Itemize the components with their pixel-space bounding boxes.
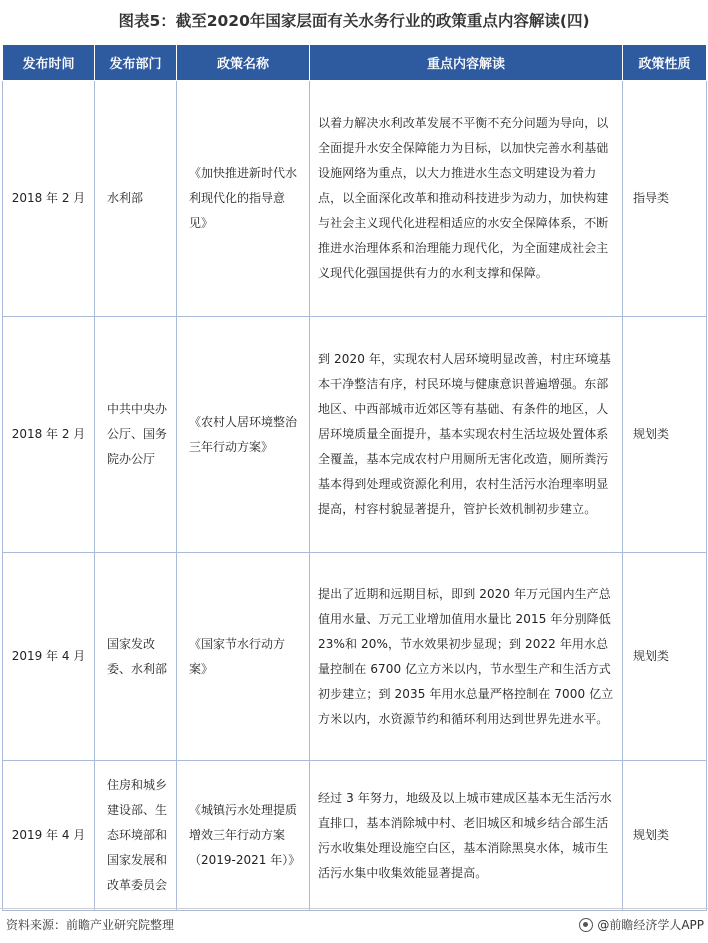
- brand-logo-icon: [579, 918, 593, 932]
- header-content: 重点内容解读: [310, 45, 623, 81]
- header-dept: 发布部门: [95, 45, 177, 81]
- footer: [0, 908, 708, 938]
- row-date: 2019 年 4 月: [3, 761, 95, 911]
- source-note: 资料来源：前瞻产业研究院整理: [6, 918, 175, 932]
- row-dept: 中共中央办公厅、国务院办公厅: [95, 317, 177, 553]
- table-row: [3, 553, 707, 761]
- row-type: 规划类: [623, 761, 707, 911]
- policy-table: [2, 44, 707, 911]
- row-type: 指导类: [623, 81, 707, 317]
- row-policy-name: 《城镇污水处理提质增效三年行动方案（2019-2021 年）》: [177, 761, 310, 911]
- table-row: [3, 761, 707, 911]
- brand-label: @前瞻经济学人APP: [597, 918, 704, 932]
- chart-title: 图表5：截至2020年国家层面有关水务行业的政策重点内容解读(四): [118, 12, 590, 30]
- row-dept: 水利部: [95, 81, 177, 317]
- header-date: 发布时间: [3, 45, 95, 81]
- row-policy-name: 《加快推进新时代水利现代化的指导意见》: [177, 81, 310, 317]
- row-content: 以着力解决水利改革发展不平衡不充分问题为导向，以全面提升水安全保障能力为目标，以加快完善水利基础设施网络为重点，以大力推进水生态文明建设为着力点，以全面深化改革和推动科技进步为动力，加快构建与社会主义现代化进程相适应的水安全保障体系，不断推进水治理体系和治理能力现代化，为全面建成社会主义现代化强国提供有力的水利支撑和保障。: [310, 81, 623, 317]
- row-type: 规划类: [623, 317, 707, 553]
- table-header-row: [3, 45, 707, 81]
- row-policy-name: 《国家节水行动方案》: [177, 553, 310, 761]
- header-type: 政策性质: [623, 45, 707, 81]
- row-content: 到 2020 年，实现农村人居环境明显改善，村庄环境基本干净整洁有序，村民环境与健康意识普遍增强。东部地区、中西部城市近郊区等有基础、有条件的地区，人居环境质量全面提升，基本实现农村生活垃圾处置体系全覆盖，基本完成农村户用厕所无害化改造，厕所粪污基本得到处理或资源化利用，农村生活污水治理率明显提高，村容村貌显著提升，管护长效机制初步建立。: [310, 317, 623, 553]
- row-type: 规划类: [623, 553, 707, 761]
- row-date: 2018 年 2 月: [3, 317, 95, 553]
- row-content: 提出了近期和远期目标，即到 2020 年万元国内生产总值用水量、万元工业增加值用水量比 2015 年分别降低 23%和 20%，节水效果初步显现；到 2022 年用水总量控制在 6700 亿立方米以内，节水型生产和生活方式初步建立；到 2035 年用水总量严格控制在 7000 亿立方米以内，水资源节约和循环利用达到世界先进水平。: [310, 553, 623, 761]
- row-content: 经过 3 年努力，地级及以上城市建成区基本无生活污水直排口，基本消除城中村、老旧城区和城乡结合部生活污水收集处理设施空白区，基本消除黑臭水体，城市生活污水集中收集效能显著提高。: [310, 761, 623, 911]
- table-row: [3, 81, 707, 317]
- row-dept: 住房和城乡建设部、生态环境部和国家发展和改革委员会: [95, 761, 177, 911]
- row-dept: 国家发改委、水利部: [95, 553, 177, 761]
- header-name: 政策名称: [177, 45, 310, 81]
- row-date: 2019 年 4 月: [3, 553, 95, 761]
- row-date: 2018 年 2 月: [3, 81, 95, 317]
- row-policy-name: 《农村人居环境整治三年行动方案》: [177, 317, 310, 553]
- table-row: [3, 317, 707, 553]
- brand-credit: [579, 916, 704, 933]
